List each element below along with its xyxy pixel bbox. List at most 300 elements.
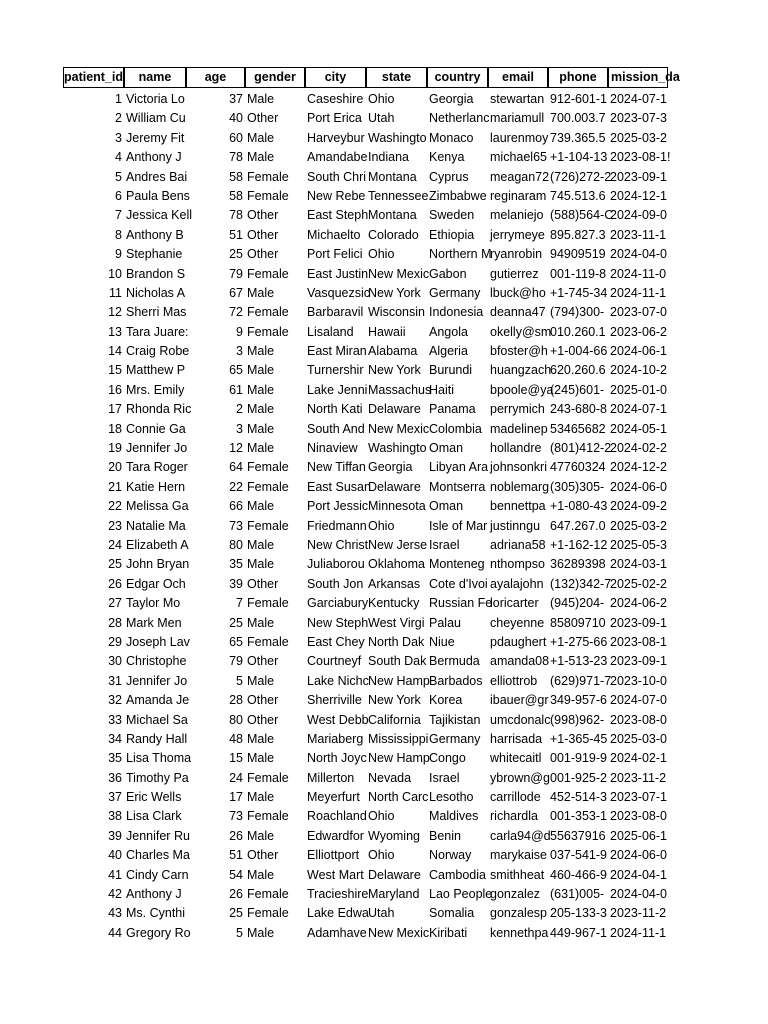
cell-state[interactable]: New Jerse <box>368 537 428 552</box>
cell-city[interactable]: Adamhave <box>307 925 367 940</box>
cell-state[interactable]: North Carc <box>368 790 429 805</box>
cell-country[interactable]: Monteneg <box>429 557 485 572</box>
cell-age[interactable]: 73 <box>229 518 243 533</box>
cell-country[interactable]: Niue <box>429 634 455 649</box>
cell-admission-date[interactable]: 2024-06-2 <box>610 596 667 611</box>
cell-gender[interactable]: Female <box>247 518 289 533</box>
cell-name[interactable]: Edgar Och <box>126 576 186 591</box>
cell-country[interactable]: Somalia <box>429 906 475 921</box>
cell-age[interactable]: 73 <box>229 809 243 824</box>
cell-name[interactable]: Taylor Mo <box>126 596 181 611</box>
cell-city[interactable]: Lisaland <box>307 324 354 339</box>
cell-admission-date[interactable]: 2024-02-1 <box>610 751 667 766</box>
cell-phone[interactable]: 895.827.3 <box>550 227 606 242</box>
cell-phone[interactable]: 47760324 <box>550 460 606 475</box>
cell-phone[interactable]: (801)412-2 <box>550 441 612 456</box>
cell-city[interactable]: East Justin <box>307 266 369 281</box>
column-header-patient-id[interactable]: patient_id <box>63 67 124 88</box>
cell-email[interactable]: noblemarg <box>490 479 550 494</box>
cell-admission-date[interactable]: 2025-01-0 <box>610 382 667 397</box>
cell-state[interactable]: New Mexic <box>368 925 430 940</box>
cell-patient-id[interactable]: 10 <box>108 266 122 281</box>
cell-patient-id[interactable]: 11 <box>109 285 122 300</box>
cell-country[interactable]: Maldives <box>429 809 479 824</box>
cell-admission-date[interactable]: 2024-06-0 <box>610 479 667 494</box>
cell-age[interactable]: 65 <box>229 634 243 649</box>
cell-name[interactable]: Jennifer Ru <box>126 828 190 843</box>
cell-country[interactable]: Germany <box>429 731 481 746</box>
cell-phone[interactable]: 001-925-2 <box>550 770 607 785</box>
cell-phone[interactable]: +1-162-12 <box>550 537 608 552</box>
cell-admission-date[interactable]: 2024-11-1 <box>610 285 667 300</box>
cell-age[interactable]: 58 <box>229 188 243 203</box>
column-header-name[interactable]: name <box>124 67 186 88</box>
cell-age[interactable]: 67 <box>229 285 243 300</box>
cell-email[interactable]: smithheat <box>490 867 545 882</box>
cell-admission-date[interactable]: 2024-12-1 <box>610 188 667 203</box>
cell-patient-id[interactable]: 31 <box>108 673 122 688</box>
cell-age[interactable]: 79 <box>229 266 243 281</box>
cell-gender[interactable]: Male <box>247 130 275 145</box>
cell-country[interactable]: Cambodia <box>429 867 486 882</box>
cell-name[interactable]: Gregory Ro <box>126 925 191 940</box>
cell-admission-date[interactable]: 2024-11-0 <box>610 266 667 281</box>
cell-name[interactable]: Jessica Kell <box>126 208 192 223</box>
cell-name[interactable]: Anthony J <box>126 887 182 902</box>
cell-name[interactable]: Lisa Thoma <box>126 751 192 766</box>
cell-city[interactable]: Edwardfor <box>307 828 364 843</box>
cell-admission-date[interactable]: 2024-10-2 <box>610 363 667 378</box>
cell-email[interactable]: deanna47 <box>490 305 546 320</box>
cell-name[interactable]: Amanda Je <box>126 693 190 708</box>
cell-phone[interactable]: 001-353-1 <box>550 809 607 824</box>
cell-patient-id[interactable]: 33 <box>108 712 122 727</box>
cell-country[interactable]: Kiribati <box>429 925 468 940</box>
cell-email[interactable]: meagan72 <box>490 169 550 184</box>
cell-name[interactable]: Jennifer Jo <box>126 441 188 456</box>
cell-state[interactable]: Arkansas <box>368 576 421 591</box>
cell-country[interactable]: Israel <box>429 770 460 785</box>
cell-country[interactable]: Cote d'Ivoi <box>429 576 488 591</box>
cell-patient-id[interactable]: 12 <box>108 305 122 320</box>
cell-phone[interactable]: 745.513.6 <box>550 188 606 203</box>
cell-patient-id[interactable]: 25 <box>108 557 122 572</box>
column-header-state[interactable]: state <box>366 67 427 88</box>
cell-state[interactable]: Minnesota <box>368 499 426 514</box>
cell-country[interactable]: Colombia <box>429 421 482 436</box>
cell-patient-id[interactable]: 20 <box>108 460 122 475</box>
cell-admission-date[interactable]: 2024-02-2 <box>610 441 667 456</box>
cell-age[interactable]: 51 <box>229 227 243 242</box>
cell-name[interactable]: Sherri Mas <box>126 305 187 320</box>
cell-patient-id[interactable]: 40 <box>108 848 122 863</box>
cell-country[interactable]: Monaco <box>429 130 474 145</box>
cell-state[interactable]: Delaware <box>368 479 421 494</box>
cell-state[interactable]: Wisconsin <box>368 305 425 320</box>
cell-state[interactable]: Alabama <box>368 344 418 359</box>
cell-admission-date[interactable]: 2023-08-0 <box>610 809 667 824</box>
cell-patient-id[interactable]: 26 <box>108 576 122 591</box>
cell-email[interactable]: okelly@sm <box>490 324 552 339</box>
cell-phone[interactable]: +1-745-34 <box>550 285 608 300</box>
cell-email[interactable]: bpoole@ya <box>490 382 554 397</box>
cell-state[interactable]: North Dak <box>368 634 425 649</box>
cell-name[interactable]: Andres Bai <box>126 169 188 184</box>
cell-state[interactable]: New York <box>368 363 421 378</box>
cell-age[interactable]: 26 <box>229 828 243 843</box>
cell-admission-date[interactable]: 2023-07-3 <box>610 111 667 126</box>
cell-email[interactable]: cheyenne <box>490 615 545 630</box>
cell-state[interactable]: Utah <box>368 906 395 921</box>
cell-age[interactable]: 2 <box>236 402 243 417</box>
cell-admission-date[interactable]: 2023-10-0 <box>610 673 667 688</box>
cell-city[interactable]: Vasquezsic <box>307 285 370 300</box>
cell-gender[interactable]: Other <box>247 247 279 262</box>
cell-age[interactable]: 61 <box>229 382 243 397</box>
column-header-gender[interactable]: gender <box>245 67 305 88</box>
cell-country[interactable]: Georgia <box>429 92 474 106</box>
cell-email[interactable]: umcdonalc <box>490 712 551 727</box>
cell-country[interactable]: Kenya <box>429 150 465 165</box>
cell-name[interactable]: Tara Juare: <box>126 324 189 339</box>
cell-admission-date[interactable]: 2024-06-1 <box>610 344 667 359</box>
cell-state[interactable]: Mississippi <box>368 731 429 746</box>
cell-patient-id[interactable]: 23 <box>108 518 122 533</box>
cell-state[interactable]: Montana <box>368 169 417 184</box>
cell-admission-date[interactable]: 2023-11-1 <box>610 227 667 242</box>
cell-name[interactable]: Craig Robe <box>126 344 190 359</box>
cell-age[interactable]: 79 <box>229 654 243 669</box>
cell-city[interactable]: Sherriville <box>307 693 362 708</box>
cell-country[interactable]: Palau <box>429 615 461 630</box>
cell-patient-id[interactable]: 19 <box>108 441 122 456</box>
cell-state[interactable]: Kentucky <box>368 596 420 611</box>
cell-email[interactable]: carrillode <box>490 790 541 805</box>
cell-city[interactable]: Port Jessic <box>307 499 369 514</box>
cell-gender[interactable]: Male <box>247 344 275 359</box>
cell-email[interactable]: johnsonkri <box>490 460 547 475</box>
cell-age[interactable]: 5 <box>236 673 243 688</box>
column-header-city[interactable]: city <box>305 67 366 88</box>
cell-gender[interactable]: Other <box>247 208 279 223</box>
cell-patient-id[interactable]: 42 <box>108 887 122 902</box>
cell-gender[interactable]: Female <box>247 887 289 902</box>
cell-gender[interactable]: Male <box>247 421 275 436</box>
cell-patient-id[interactable]: 34 <box>108 731 122 746</box>
cell-name[interactable]: Lisa Clark <box>126 809 182 824</box>
cell-email[interactable]: melaniejo <box>490 208 544 223</box>
cell-admission-date[interactable]: 2024-04-1 <box>610 867 667 882</box>
cell-state[interactable]: Ohio <box>368 848 395 863</box>
cell-patient-id[interactable]: 7 <box>115 208 122 223</box>
cell-gender[interactable]: Male <box>247 150 275 165</box>
cell-city[interactable]: Lake Jenni <box>307 382 368 397</box>
cell-state[interactable]: Washingto <box>368 130 427 145</box>
cell-age[interactable]: 66 <box>229 499 243 514</box>
cell-admission-date[interactable]: 2024-05-1 <box>610 421 667 436</box>
cell-age[interactable]: 72 <box>229 305 243 320</box>
cell-state[interactable]: Ohio <box>368 809 395 824</box>
cell-state[interactable]: New Hamp <box>368 673 430 688</box>
cell-admission-date[interactable]: 2024-11-1 <box>610 925 667 940</box>
cell-name[interactable]: Michael Sa <box>126 712 188 727</box>
cell-name[interactable]: Mrs. Emily <box>126 382 185 397</box>
cell-country[interactable]: Israel <box>429 537 460 552</box>
cell-age[interactable]: 7 <box>236 596 243 611</box>
cell-state[interactable]: New Mexic <box>368 266 430 281</box>
cell-country[interactable]: Korea <box>429 693 463 708</box>
cell-state[interactable]: Georgia <box>368 460 413 475</box>
cell-city[interactable]: Friedmann <box>307 518 367 533</box>
cell-state[interactable]: California <box>368 712 421 727</box>
cell-admission-date[interactable]: 2025-03-2 <box>610 130 667 145</box>
column-header-country[interactable]: country <box>427 67 488 88</box>
cell-state[interactable]: Ohio <box>368 247 395 262</box>
column-header-phone[interactable]: phone <box>548 67 608 88</box>
cell-name[interactable]: Victoria Lo <box>126 92 185 106</box>
cell-gender[interactable]: Female <box>247 770 289 785</box>
cell-country[interactable]: Barbados <box>429 673 483 688</box>
cell-name[interactable]: Paula Bens <box>126 188 190 203</box>
cell-name[interactable]: Elizabeth A <box>126 537 189 552</box>
cell-patient-id[interactable]: 32 <box>108 693 122 708</box>
cell-country[interactable]: Montserra <box>429 479 486 494</box>
cell-phone[interactable]: 85809710 <box>550 615 606 630</box>
cell-age[interactable]: 24 <box>229 770 243 785</box>
cell-country[interactable]: Lesotho <box>429 790 474 805</box>
cell-age[interactable]: 12 <box>229 441 243 456</box>
cell-name[interactable]: Natalie Ma <box>126 518 186 533</box>
cell-email[interactable]: harrisada <box>490 731 543 746</box>
cell-state[interactable]: New Hamp <box>368 751 430 766</box>
cell-name[interactable]: Christophe <box>126 654 187 669</box>
cell-email[interactable]: ryanrobin <box>490 247 543 262</box>
cell-name[interactable]: Joseph Lav <box>126 634 190 649</box>
cell-email[interactable]: madelinep <box>490 421 548 436</box>
cell-age[interactable]: 78 <box>229 208 243 223</box>
cell-email[interactable]: jerrymeye <box>490 227 545 242</box>
cell-country[interactable]: Zimbabwe <box>429 188 487 203</box>
cell-admission-date[interactable]: 2023-09-1 <box>610 615 667 630</box>
cell-patient-id[interactable]: 9 <box>115 247 122 262</box>
cell-age[interactable]: 26 <box>229 887 243 902</box>
cell-phone[interactable]: 55637916 <box>550 828 606 843</box>
cell-email[interactable]: nthompso <box>490 557 545 572</box>
cell-patient-id[interactable]: 41 <box>108 867 122 882</box>
cell-city[interactable]: Michaelto <box>307 227 361 242</box>
cell-gender[interactable]: Other <box>247 693 279 708</box>
cell-patient-id[interactable]: 35 <box>108 751 122 766</box>
cell-city[interactable]: Mariaberg <box>307 731 364 746</box>
cell-city[interactable]: East Susan <box>307 479 371 494</box>
cell-city[interactable]: West Mart <box>307 867 364 882</box>
cell-patient-id[interactable]: 24 <box>108 537 122 552</box>
cell-city[interactable]: East Steph <box>307 208 369 223</box>
cell-phone[interactable]: +1-365-45 <box>550 731 608 746</box>
cell-gender[interactable]: Male <box>247 285 275 300</box>
cell-gender[interactable]: Male <box>247 402 275 417</box>
cell-patient-id[interactable]: 36 <box>108 770 122 785</box>
cell-city[interactable]: North Joyc <box>307 751 367 766</box>
cell-admission-date[interactable]: 2025-03-2 <box>610 518 667 533</box>
cell-name[interactable]: Ms. Cynthi <box>126 906 186 921</box>
cell-age[interactable]: 25 <box>229 615 243 630</box>
cell-gender[interactable]: Male <box>247 499 275 514</box>
cell-age[interactable]: 9 <box>236 324 243 339</box>
cell-admission-date[interactable]: 2023-06-2 <box>610 324 667 339</box>
cell-email[interactable]: reginaram <box>490 188 547 203</box>
cell-phone[interactable]: (305)305- <box>550 479 605 494</box>
cell-email[interactable]: gonzalesp <box>490 906 547 921</box>
cell-name[interactable]: Randy Hall <box>126 731 188 746</box>
cell-gender[interactable]: Other <box>247 712 279 727</box>
cell-patient-id[interactable]: 27 <box>108 596 122 611</box>
cell-state[interactable]: West Virgi <box>368 615 425 630</box>
cell-email[interactable]: stewartan <box>490 92 545 106</box>
cell-phone[interactable]: (631)005- <box>550 887 605 902</box>
cell-patient-id[interactable]: 8 <box>115 227 122 242</box>
cell-phone[interactable]: +1-004-66 <box>550 344 608 359</box>
cell-gender[interactable]: Female <box>247 266 289 281</box>
cell-patient-id[interactable]: 16 <box>108 382 122 397</box>
cell-gender[interactable]: Other <box>247 227 279 242</box>
cell-age[interactable]: 17 <box>229 790 243 805</box>
cell-phone[interactable]: 739.365.5 <box>550 130 606 145</box>
cell-age[interactable]: 28 <box>229 693 243 708</box>
cell-country[interactable]: Algeria <box>429 344 468 359</box>
cell-name[interactable]: Rhonda Ric <box>126 402 192 417</box>
cell-phone[interactable]: +1-104-13 <box>550 150 608 165</box>
cell-patient-id[interactable]: 14 <box>108 344 122 359</box>
cell-admission-date[interactable]: 2023-08-1 <box>610 634 667 649</box>
cell-admission-date[interactable]: 2023-08-1! <box>610 150 671 165</box>
cell-admission-date[interactable]: 2024-07-1 <box>610 92 667 106</box>
cell-admission-date[interactable]: 2025-05-3 <box>610 537 667 552</box>
cell-gender[interactable]: Male <box>247 828 275 843</box>
cell-email[interactable]: justinngu <box>490 518 541 533</box>
cell-age[interactable]: 51 <box>229 848 243 863</box>
cell-age[interactable]: 37 <box>229 92 243 106</box>
cell-admission-date[interactable]: 2024-04-0 <box>610 247 667 262</box>
cell-city[interactable]: East Chey <box>307 634 365 649</box>
cell-name[interactable]: Melissa Ga <box>126 499 189 514</box>
cell-email[interactable]: marykaise <box>490 848 547 863</box>
cell-state[interactable]: South Dak <box>368 654 427 669</box>
cell-patient-id[interactable]: 3 <box>115 130 122 145</box>
cell-email[interactable]: adriana58 <box>490 537 546 552</box>
cell-gender[interactable]: Male <box>247 867 275 882</box>
cell-name[interactable]: Matthew P <box>126 363 186 378</box>
cell-phone[interactable]: +1-080-43 <box>550 499 608 514</box>
cell-email[interactable]: whitecaitl <box>490 751 542 766</box>
cell-phone[interactable]: 010.260.1 <box>550 324 606 339</box>
cell-country[interactable]: Oman <box>429 499 464 514</box>
cell-gender[interactable]: Female <box>247 305 289 320</box>
cell-state[interactable]: Hawaii <box>368 324 406 339</box>
cell-patient-id[interactable]: 37 <box>108 790 122 805</box>
cell-phone[interactable]: 36289398 <box>550 557 606 572</box>
cell-admission-date[interactable]: 2025-06-1 <box>610 828 667 843</box>
cell-age[interactable]: 25 <box>229 247 243 262</box>
cell-state[interactable]: New York <box>368 285 421 300</box>
cell-country[interactable]: Cyprus <box>429 169 469 184</box>
cell-gender[interactable]: Female <box>247 479 289 494</box>
cell-state[interactable]: New York <box>368 693 421 708</box>
cell-patient-id[interactable]: 30 <box>108 654 122 669</box>
cell-name[interactable]: Anthony J <box>126 150 182 165</box>
cell-country[interactable]: Isle of Mar <box>429 518 488 533</box>
cell-gender[interactable]: Male <box>247 790 275 805</box>
cell-country[interactable]: Northern M <box>429 247 492 262</box>
cell-name[interactable]: Mark Men <box>126 615 182 630</box>
cell-gender[interactable]: Female <box>247 169 289 184</box>
cell-phone[interactable]: 620.260.6 <box>550 363 606 378</box>
cell-patient-id[interactable]: 21 <box>108 479 122 494</box>
cell-patient-id[interactable]: 29 <box>108 634 122 649</box>
cell-country[interactable]: Libyan Ara <box>429 460 489 475</box>
cell-city[interactable]: Courtneyf <box>307 654 362 669</box>
cell-admission-date[interactable]: 2025-03-0 <box>610 731 667 746</box>
cell-phone[interactable]: (245)601- <box>550 382 605 397</box>
cell-email[interactable]: richardla <box>490 809 538 824</box>
cell-phone[interactable]: 349-957-6 <box>550 693 607 708</box>
cell-patient-id[interactable]: 22 <box>108 499 122 514</box>
cell-age[interactable]: 80 <box>229 712 243 727</box>
cell-age[interactable]: 78 <box>229 150 243 165</box>
cell-state[interactable]: Delaware <box>368 867 421 882</box>
cell-patient-id[interactable]: 13 <box>108 324 122 339</box>
cell-country[interactable]: Netherlanc <box>429 111 490 126</box>
cell-state[interactable]: Colorado <box>368 227 419 242</box>
cell-admission-date[interactable]: 2023-09-1 <box>610 654 667 669</box>
cell-gender[interactable]: Female <box>247 906 289 921</box>
cell-phone[interactable]: 243-680-8 <box>550 402 607 417</box>
cell-phone[interactable]: (794)300- <box>550 305 605 320</box>
cell-country[interactable]: Oman <box>429 441 464 456</box>
cell-name[interactable]: Eric Wells <box>126 790 182 805</box>
cell-phone[interactable]: 94909519 <box>550 247 606 262</box>
cell-gender[interactable]: Female <box>247 460 289 475</box>
cell-country[interactable]: Russian Fe <box>429 596 493 611</box>
cell-gender[interactable]: Male <box>247 92 275 106</box>
cell-gender[interactable]: Male <box>247 615 275 630</box>
cell-admission-date[interactable]: 2023-08-0 <box>610 712 667 727</box>
cell-name[interactable]: John Bryan <box>126 557 190 572</box>
cell-gender[interactable]: Male <box>247 731 275 746</box>
cell-country[interactable]: Indonesia <box>429 305 484 320</box>
cell-city[interactable]: South Jon <box>307 576 364 591</box>
cell-phone[interactable]: 037-541-9 <box>550 848 607 863</box>
cell-patient-id[interactable]: 43 <box>108 906 122 921</box>
cell-gender[interactable]: Female <box>247 188 289 203</box>
cell-city[interactable]: Tracieshire <box>307 887 369 902</box>
cell-phone[interactable]: (132)342-7 <box>550 576 612 591</box>
cell-email[interactable]: ayalajohn <box>490 576 544 591</box>
cell-age[interactable]: 35 <box>229 557 243 572</box>
cell-email[interactable]: loricarter <box>490 596 539 611</box>
cell-city[interactable]: East Miran <box>307 344 367 359</box>
cell-gender[interactable]: Male <box>247 673 275 688</box>
cell-email[interactable]: bfoster@h <box>490 344 548 359</box>
cell-city[interactable]: South And <box>307 421 365 436</box>
cell-admission-date[interactable]: 2024-03-1 <box>610 557 667 572</box>
cell-country[interactable]: Burundi <box>429 363 473 378</box>
cell-admission-date[interactable]: 2024-06-0 <box>610 848 667 863</box>
cell-age[interactable]: 60 <box>229 130 243 145</box>
cell-name[interactable]: Cindy Carn <box>126 867 189 882</box>
cell-phone[interactable]: 912-601-1 <box>550 92 607 106</box>
cell-phone[interactable]: 001-119-8 <box>550 266 607 281</box>
